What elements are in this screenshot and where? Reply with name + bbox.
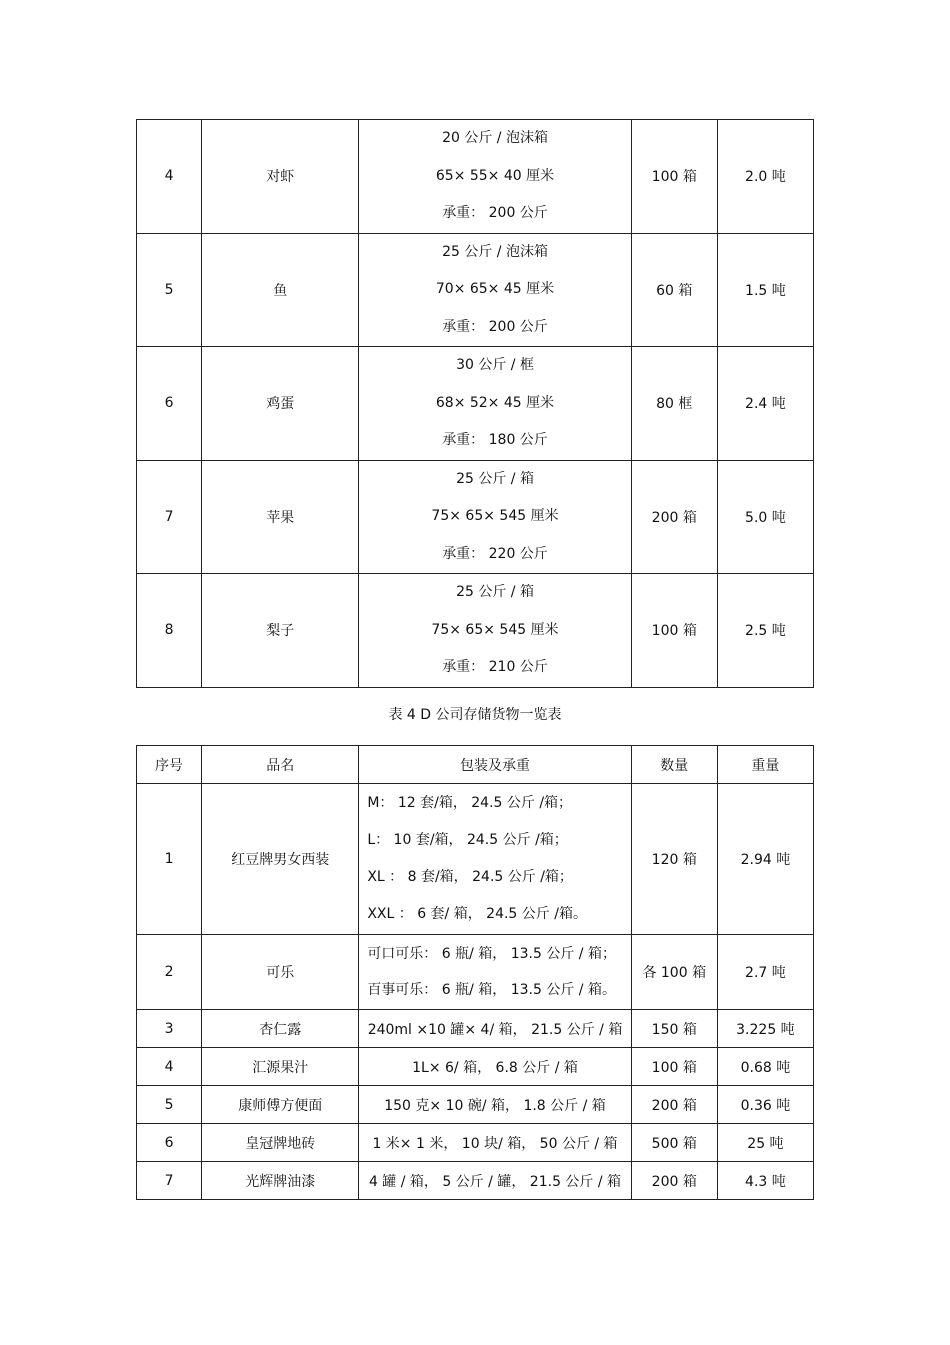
table-row [137,1048,814,1086]
cell-weight: 2.5 吨 [717,574,813,688]
table-row [137,1162,814,1200]
table-row [137,347,814,461]
packing-line: L： 10 套/箱， 24.5 公斤 /箱； [367,832,568,848]
cell-qty: 80 框 [631,347,717,461]
packing-line: 承重： 200 公斤 [442,318,548,335]
header-weight: 重量 [717,746,813,784]
cell-packing: 4 罐 / 箱， 5 公斤 / 罐， 21.5 公斤 / 箱 [359,1162,631,1200]
cell-no: 4 [137,120,202,234]
table-row [137,120,814,234]
cell-weight: 2.0 吨 [717,120,813,234]
table-row [137,1086,814,1124]
table-row [137,1010,814,1048]
packing-line: 20 公斤 / 泡沫箱 [442,130,548,146]
packing-line: 承重： 180 公斤 [442,432,548,448]
cell-name: 杏仁露 [202,1010,359,1048]
packing-line: 承重： 210 公斤 [442,659,548,675]
cell-packing [359,574,631,688]
cell-no: 7 [137,1162,202,1200]
cell-weight: 2.94 吨 [717,784,813,935]
packing-line: 30 公斤 / 框 [456,357,534,373]
packing-line: XL ： 8 套/箱， 24.5 公斤 /箱； [367,869,573,885]
packing-line: 25 公斤 / 泡沫箱 [442,243,548,260]
table-header-row [137,746,814,784]
cell-packing [359,120,631,234]
cell-name: 苹果 [202,460,359,574]
cell-name: 可乐 [202,935,359,1010]
packing-line: 68× 52× 45 厘米 [435,394,555,411]
cell-no: 7 [137,460,202,574]
cell-no: 6 [137,1124,202,1162]
cell-name: 皇冠牌地砖 [202,1124,359,1162]
cell-qty: 120 箱 [631,784,717,935]
cell-qty: 150 箱 [631,1010,717,1048]
cell-weight: 2.4 吨 [717,347,813,461]
table-row [137,784,814,935]
cell-packing [359,784,631,935]
cell-name: 康师傅方便面 [202,1086,359,1124]
cell-weight: 3.225 吨 [717,1010,813,1048]
cell-weight: 0.36 吨 [717,1086,813,1124]
cell-no: 3 [137,1010,202,1048]
cell-packing [359,935,631,1010]
packing-line: 75× 65× 545 厘米 [431,621,559,638]
table-row [137,233,814,347]
table-row [137,1124,814,1162]
storage-table-continued [136,119,814,688]
packing-line: 70× 65× 45 厘米 [435,281,555,297]
cell-qty: 200 箱 [631,1086,717,1124]
cell-packing: 150 克× 10 碗/ 箱， 1.8 公斤 / 箱 [359,1086,631,1124]
cell-qty: 各 100 箱 [631,935,717,1010]
packing-line: 65× 55× 40 厘米 [435,167,555,184]
cell-no: 5 [137,233,202,347]
table-row [137,574,814,688]
cell-no: 8 [137,574,202,688]
cell-weight: 0.68 吨 [717,1048,813,1086]
cell-qty: 500 箱 [631,1124,717,1162]
cell-qty: 60 箱 [631,233,717,347]
packing-line: M： 12 套/箱， 24.5 公斤 /箱； [367,795,573,811]
cell-name: 对虾 [202,120,359,234]
cell-no: 5 [137,1086,202,1124]
header-name: 品名 [202,746,359,784]
table-row [137,935,814,1010]
table-row [137,460,814,574]
packing-line: 75× 65× 545 厘米 [431,508,559,524]
packing-line: 百事可乐： 6 瓶/ 箱， 13.5 公斤 / 箱。 [367,982,616,998]
cell-packing [359,460,631,574]
cell-packing [359,233,631,347]
cell-no: 4 [137,1048,202,1086]
header-packing: 包装及承重 [359,746,631,784]
cell-qty: 100 箱 [631,120,717,234]
header-no: 序号 [137,746,202,784]
packing-line: 25 公斤 / 箱 [456,470,534,487]
cell-weight: 5.0 吨 [717,460,813,574]
cell-no: 2 [137,935,202,1010]
cell-qty: 100 箱 [631,1048,717,1086]
storage-goods-table [136,745,814,1200]
cell-weight: 25 吨 [717,1124,813,1162]
cell-name: 鱼 [202,233,359,347]
header-qty: 数量 [631,746,717,784]
cell-weight: 4.3 吨 [717,1162,813,1200]
cell-name: 光辉牌油漆 [202,1162,359,1200]
cell-packing: 1 米× 1 米， 10 块/ 箱， 50 公斤 / 箱 [359,1124,631,1162]
cell-name: 汇源果汁 [202,1048,359,1086]
cell-packing [359,347,631,461]
packing-line: 25 公斤 / 箱 [456,584,534,600]
cell-weight: 2.7 吨 [717,935,813,1010]
cell-qty: 200 箱 [631,1162,717,1200]
cell-name: 梨子 [202,574,359,688]
cell-qty: 100 箱 [631,574,717,688]
cell-no: 6 [137,347,202,461]
cell-packing: 240ml ×10 罐× 4/ 箱， 21.5 公斤 / 箱 [359,1010,631,1048]
cell-weight: 1.5 吨 [717,233,813,347]
packing-line: 可口可乐： 6 瓶/ 箱， 13.5 公斤 / 箱； [367,946,616,962]
cell-name: 鸡蛋 [202,347,359,461]
cell-name: 红豆牌男女西装 [202,784,359,935]
cell-no: 1 [137,784,202,935]
packing-line: XXL ： 6 套/ 箱， 24.5 公斤 /箱。 [367,906,587,922]
packing-line: 承重： 220 公斤 [442,545,548,562]
table-caption: 表 4 D 公司存储货物一览表 [388,707,562,723]
packing-line: 承重： 200 公斤 [442,205,548,221]
cell-qty: 200 箱 [631,460,717,574]
cell-packing: 1L× 6/ 箱， 6.8 公斤 / 箱 [359,1048,631,1086]
